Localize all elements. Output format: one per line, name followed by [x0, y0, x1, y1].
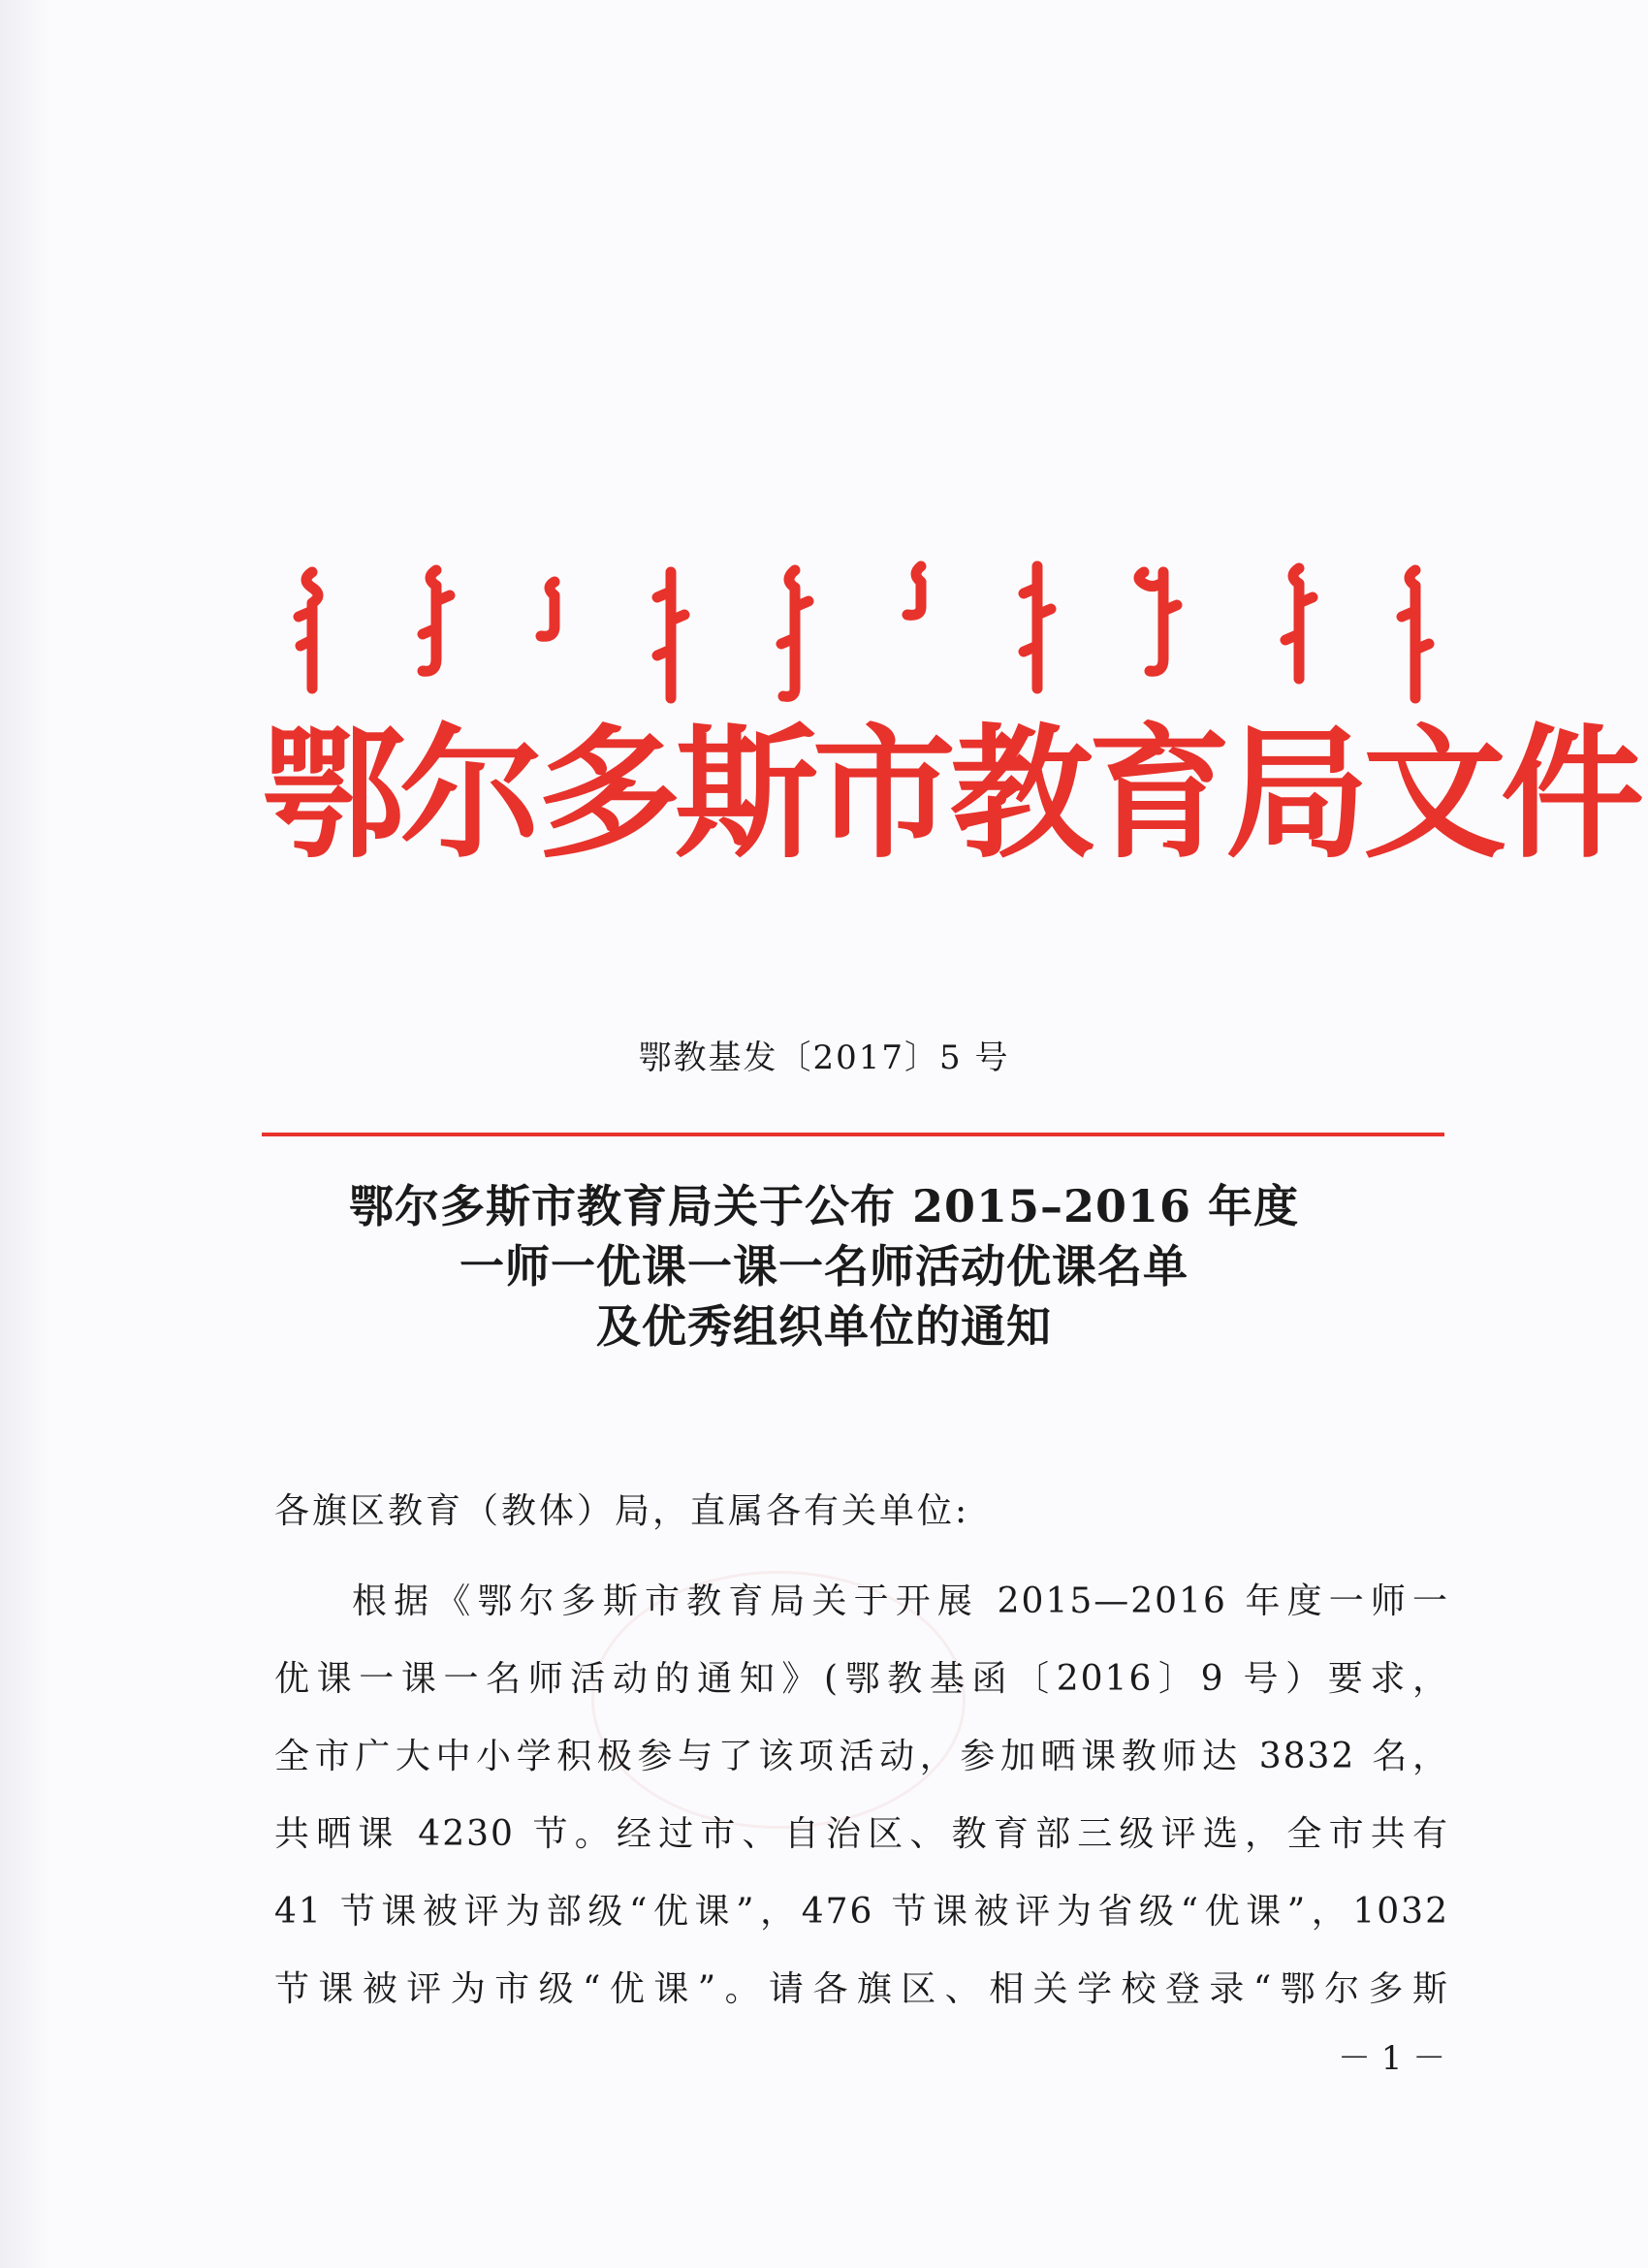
scan-edge-shadow: [0, 0, 50, 2268]
title-line: 一师一优课一课一名师活动优课名单: [460, 1240, 1188, 1293]
body-line: 优课一课一名师活动的通知》(鄂教基函〔2016〕9 号）要求，: [274, 1659, 1449, 1699]
body-line: 全市广大中小学积极参与了该项活动，参加晒课教师达 3832 名，: [274, 1737, 1449, 1776]
salutation: 各旗区教育（教体）局，直属各有关单位:: [274, 1491, 970, 1531]
page-number: － 1 －: [1338, 2039, 1446, 2078]
body-line: 根据《鄂尔多斯市教育局关于开展 2015—2016 年度一师一: [352, 1581, 1449, 1621]
body-line: 41 节课被评为部级“优课”，476 节课被评为省级“优课”，1032: [274, 1892, 1449, 1932]
mongolian-script-header: [291, 553, 1444, 708]
notice-title: [242, 1176, 1406, 1357]
body-line: 节课被评为市级“优课”。请各旗区、相关学校登录“鄂尔多斯: [274, 1969, 1449, 2009]
body-line: 共晒课 4230 节。经过市、自治区、教育部三级评选，全市共有: [274, 1814, 1449, 1854]
title-line: 及优秀组织单位的通知: [596, 1300, 1052, 1353]
red-divider-line: [262, 1133, 1444, 1136]
body-text: [274, 1563, 1449, 2028]
title-line: 鄂尔多斯市教育局关于公布 2015–2016 年度: [348, 1180, 1300, 1232]
document-number: 鄂教基发〔2017〕5 号: [638, 1038, 1010, 1077]
document-header: 鄂尔多斯市教育局文件: [262, 711, 1638, 878]
